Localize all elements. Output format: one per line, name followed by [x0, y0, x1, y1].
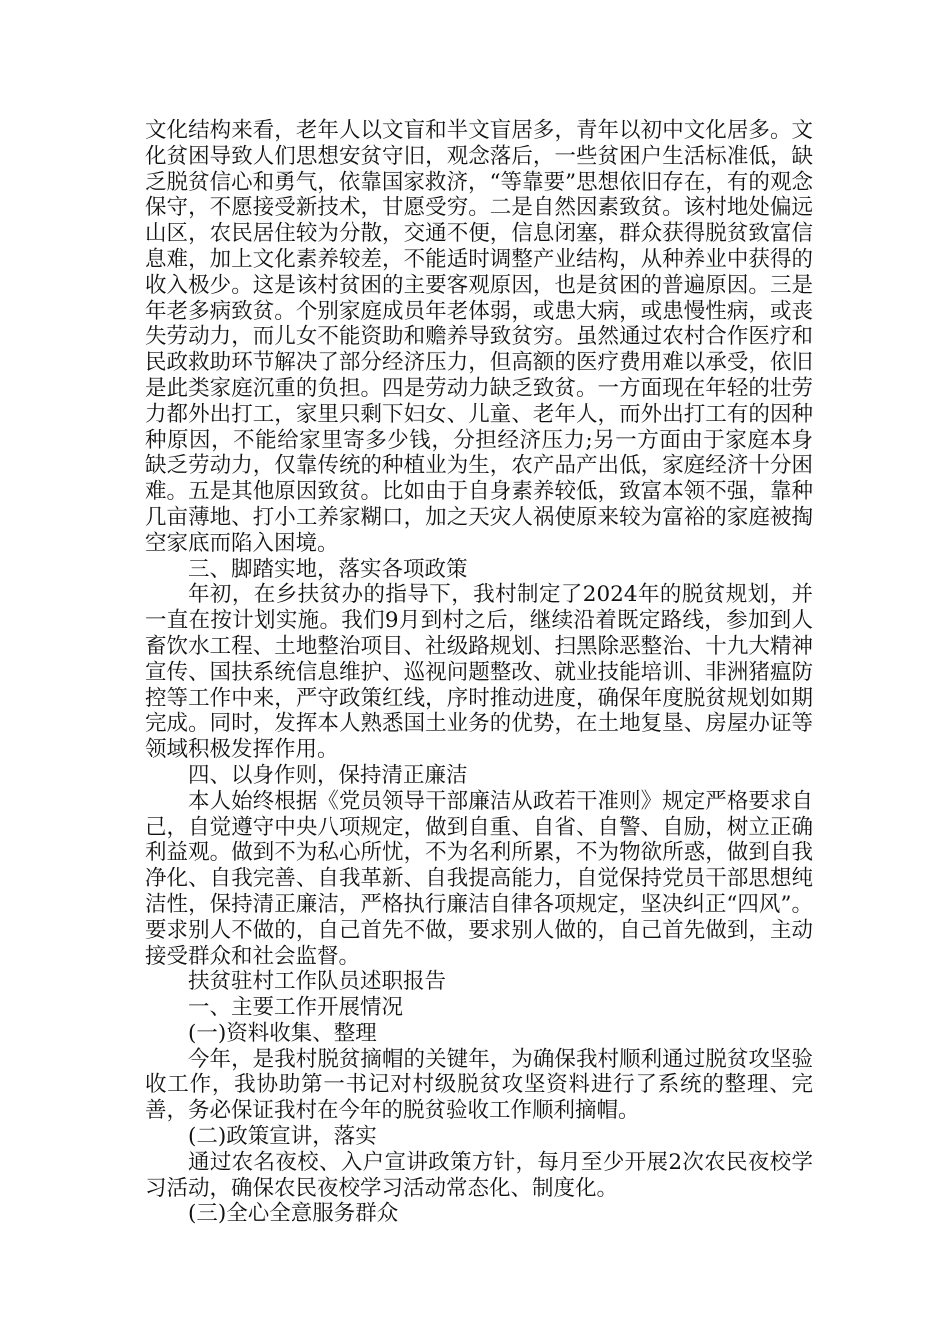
subsection-heading-service: (三)全心全意服务群众	[188, 1201, 399, 1227]
body-paragraph-poverty-causes: 文化结构来看，老年人以文盲和半文盲居多，青年以初中文化居多。文化贫困导致人们思想安贫守旧，观念落后，一些贫困户生活标准低，缺乏脱贫信心和勇气，依靠国家救济，“等靠要”思想依旧存在，有的观念保守，不愿接受新技术，甘愿受穷。二是自然因素致贫。该村地处偏远山区，农民居住较为分散，交通不便，信息闭塞，群众获得脱贫致富信息难，加上文化素养较差，不能适时调整产业结构，从种养业中获得的收入极少。这是该村贫困的主要客观原因，也是贫困的普遍原因。三是年老多病致贫。个别家庭成员年老体弱，或患大病，或患慢性病，或丧失劳动力，而儿女不能资助和赡养导致贫穷。虽然通过农村合作医疗和民政救助环节解决了部分经济压力，但高额的医疗费用难以承受，依旧是此类家庭沉重的负担。四是劳动力缺乏致贫。一方面现在年轻的壮劳力都外出打工，家里只剩下妇女、儿童、老年人，而外出打工有的因种种原因，不能给家里寄多少钱，分担经济压力;另一方面由于家庭本身缺乏劳动力，仅靠传统的种植业为生，农产品产出低，家庭经济十分困难。五是其他原因致贫。比如由于自身素养较低，致富本领不强，靠种几亩薄地、打小工养家糊口，加之天灾人祸使原来较为富裕的家庭被掏空家底而陷入困境。	[145, 118, 813, 556]
subsection-heading-data: (一)资料收集、整理	[188, 1020, 377, 1046]
report-title: 扶贫驻村工作队员述职报告	[188, 969, 447, 995]
body-paragraph-policy: 年初，在乡扶贫办的指导下，我村制定了2024年的脱贫规划，并一直在按计划实施。我们9月到村之后，继续沿着既定路线，参加到人畜饮水工程、土地整治项目、社级路规划、扫黑除恶整治、十九大精神宣传、国扶系统信息维护、巡视问题整改、就业技能培训、非洲猪瘟防控等工作中来，严守政策红线，序时推动进度，确保年度脱贫规划如期完成。同时，发挥本人熟悉国土业务的优势，在土地复垦、房屋办证等领域积极发挥作用。	[145, 582, 813, 763]
section-heading-integrity: 四、以身作则，保持清正廉洁	[188, 762, 468, 788]
body-paragraph-data: 今年，是我村脱贫摘帽的关键年，为确保我村顺利通过脱贫攻坚验收工作，我协助第一书记对村级脱贫攻坚资料进行了系统的整理、完善，务必保证我村在今年的脱贫验收工作顺利摘帽。	[145, 1046, 813, 1124]
document-page	[145, 118, 813, 1227]
body-paragraph-publicity: 通过农名夜校、入户宣讲政策方针，每月至少开展2次农民夜校学习活动，确保农民夜校学习活动常态化、制度化。	[145, 1149, 813, 1201]
section-heading-main-work: 一、主要工作开展情况	[188, 995, 404, 1021]
body-paragraph-integrity: 本人始终根据《党员领导干部廉洁从政若干准则》规定严格要求自己，自觉遵守中央八项规定，做到自重、自省、自警、自励，树立正确利益观。做到不为私心所忧，不为名利所累，不为物欲所惑，做到自我净化、自我完善、自我革新、自我提高能力，自觉保持党员干部思想纯洁性，保持清正廉洁，严格执行廉洁自律各项规定，坚决纠正“四风”。要求别人不做的，自己首先不做，要求别人做的，自己首先做到，主动接受群众和社会监督。	[145, 788, 813, 969]
section-heading-policy: 三、脚踏实地，落实各项政策	[188, 556, 468, 582]
subsection-heading-publicity: (二)政策宣讲，落实	[188, 1124, 377, 1150]
